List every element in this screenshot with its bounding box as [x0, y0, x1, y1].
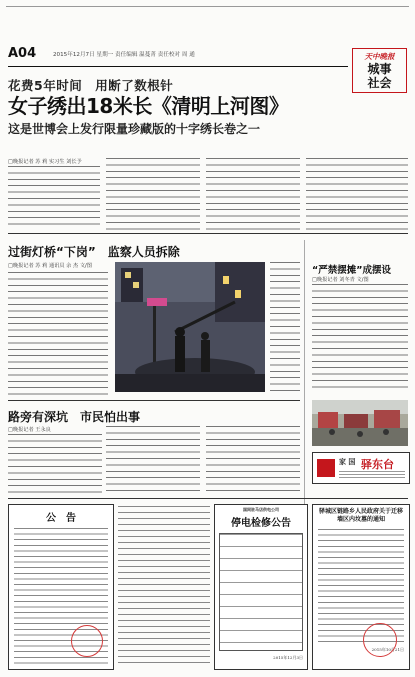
brand-name: 天中晚报 — [364, 52, 395, 61]
lead-column-1 — [8, 166, 100, 230]
brand-advert — [312, 452, 410, 484]
relocation-notice-advert — [312, 504, 410, 670]
story3-column-3 — [206, 426, 300, 494]
lead-column-4 — [306, 158, 408, 230]
top-rule — [6, 6, 409, 7]
lead-headline: 女子绣出18米长《清明上河图》 — [8, 94, 289, 118]
notice-advert — [8, 504, 114, 670]
section-rule-3 — [8, 498, 408, 499]
story2-column-1b — [8, 368, 108, 396]
notice-text-column — [118, 506, 210, 666]
notice-stamp — [71, 625, 103, 657]
section-name-2: 社会 — [367, 76, 392, 90]
column-divider — [304, 240, 305, 540]
story3-title: 路旁有深坑 市民怕出事 — [8, 410, 141, 424]
story2-column-1 — [8, 272, 108, 364]
section-rule-1 — [8, 233, 408, 234]
power-schedule-table — [219, 533, 303, 651]
right-story-byline: □晚报记者 刘冬青 文/图 — [312, 277, 369, 283]
story3-column-2 — [106, 426, 200, 494]
market-photo-image — [312, 400, 408, 446]
right-story-text — [312, 284, 408, 392]
right-story-title: “严禁摆摊”成摆设 — [312, 265, 391, 276]
brand-logo-icon — [317, 459, 335, 477]
story3-column-1 — [8, 434, 102, 494]
brand-ad-name-2: 驿东台 — [361, 458, 394, 471]
section-name-1: 城事 — [367, 62, 392, 76]
lead-byline: □晚报记者 苏 莉 实习生 刘长予 — [8, 159, 82, 165]
lead-column-3 — [206, 158, 300, 230]
section-masthead — [352, 48, 407, 103]
brand-ad-name: 家 国 — [339, 458, 356, 466]
lead-kicker: 花费5年时间 用断了数根针 — [8, 78, 174, 93]
page-number: A04 — [8, 46, 37, 61]
header-rule — [8, 66, 348, 67]
section-rule-2 — [8, 400, 300, 401]
story2-byline: □晚报记者 苏 莉 通讯员 余 杰 文/图 — [8, 263, 92, 269]
page-header — [8, 46, 348, 66]
market-photo — [312, 400, 408, 446]
power-subtitle: 国网驻马店供电公司 — [243, 507, 279, 512]
power-title: 停电检修公告 — [231, 517, 291, 529]
relocation-notice-title: 驿城区链路乡人民政府关于迁移墙区内坟墓的通知 — [318, 508, 403, 523]
street-photo-image — [115, 262, 265, 392]
story3-byline: □晚报记者 王永良 — [8, 427, 51, 433]
lead-column-2 — [106, 158, 200, 230]
street-photo — [115, 262, 265, 392]
relocation-stamp — [363, 623, 397, 657]
story2-title: 过街灯桥“下岗” 监察人员拆除 — [8, 245, 180, 259]
power-outage-advert — [214, 504, 308, 670]
power-date: 2015年12月3日 — [273, 654, 303, 660]
relocation-notice-date: 2015年10月21日 — [371, 647, 404, 652]
lead-subhead: 这是世博会上发行限量珍藏版的十字绣长卷之一 — [8, 122, 261, 136]
story2-column-2 — [270, 262, 300, 392]
notice-title: 公 告 — [46, 513, 76, 524]
issue-info: 2015年12月7日 星期一 责任编辑 温蔓菁 责任校对 周 通 — [53, 52, 195, 58]
